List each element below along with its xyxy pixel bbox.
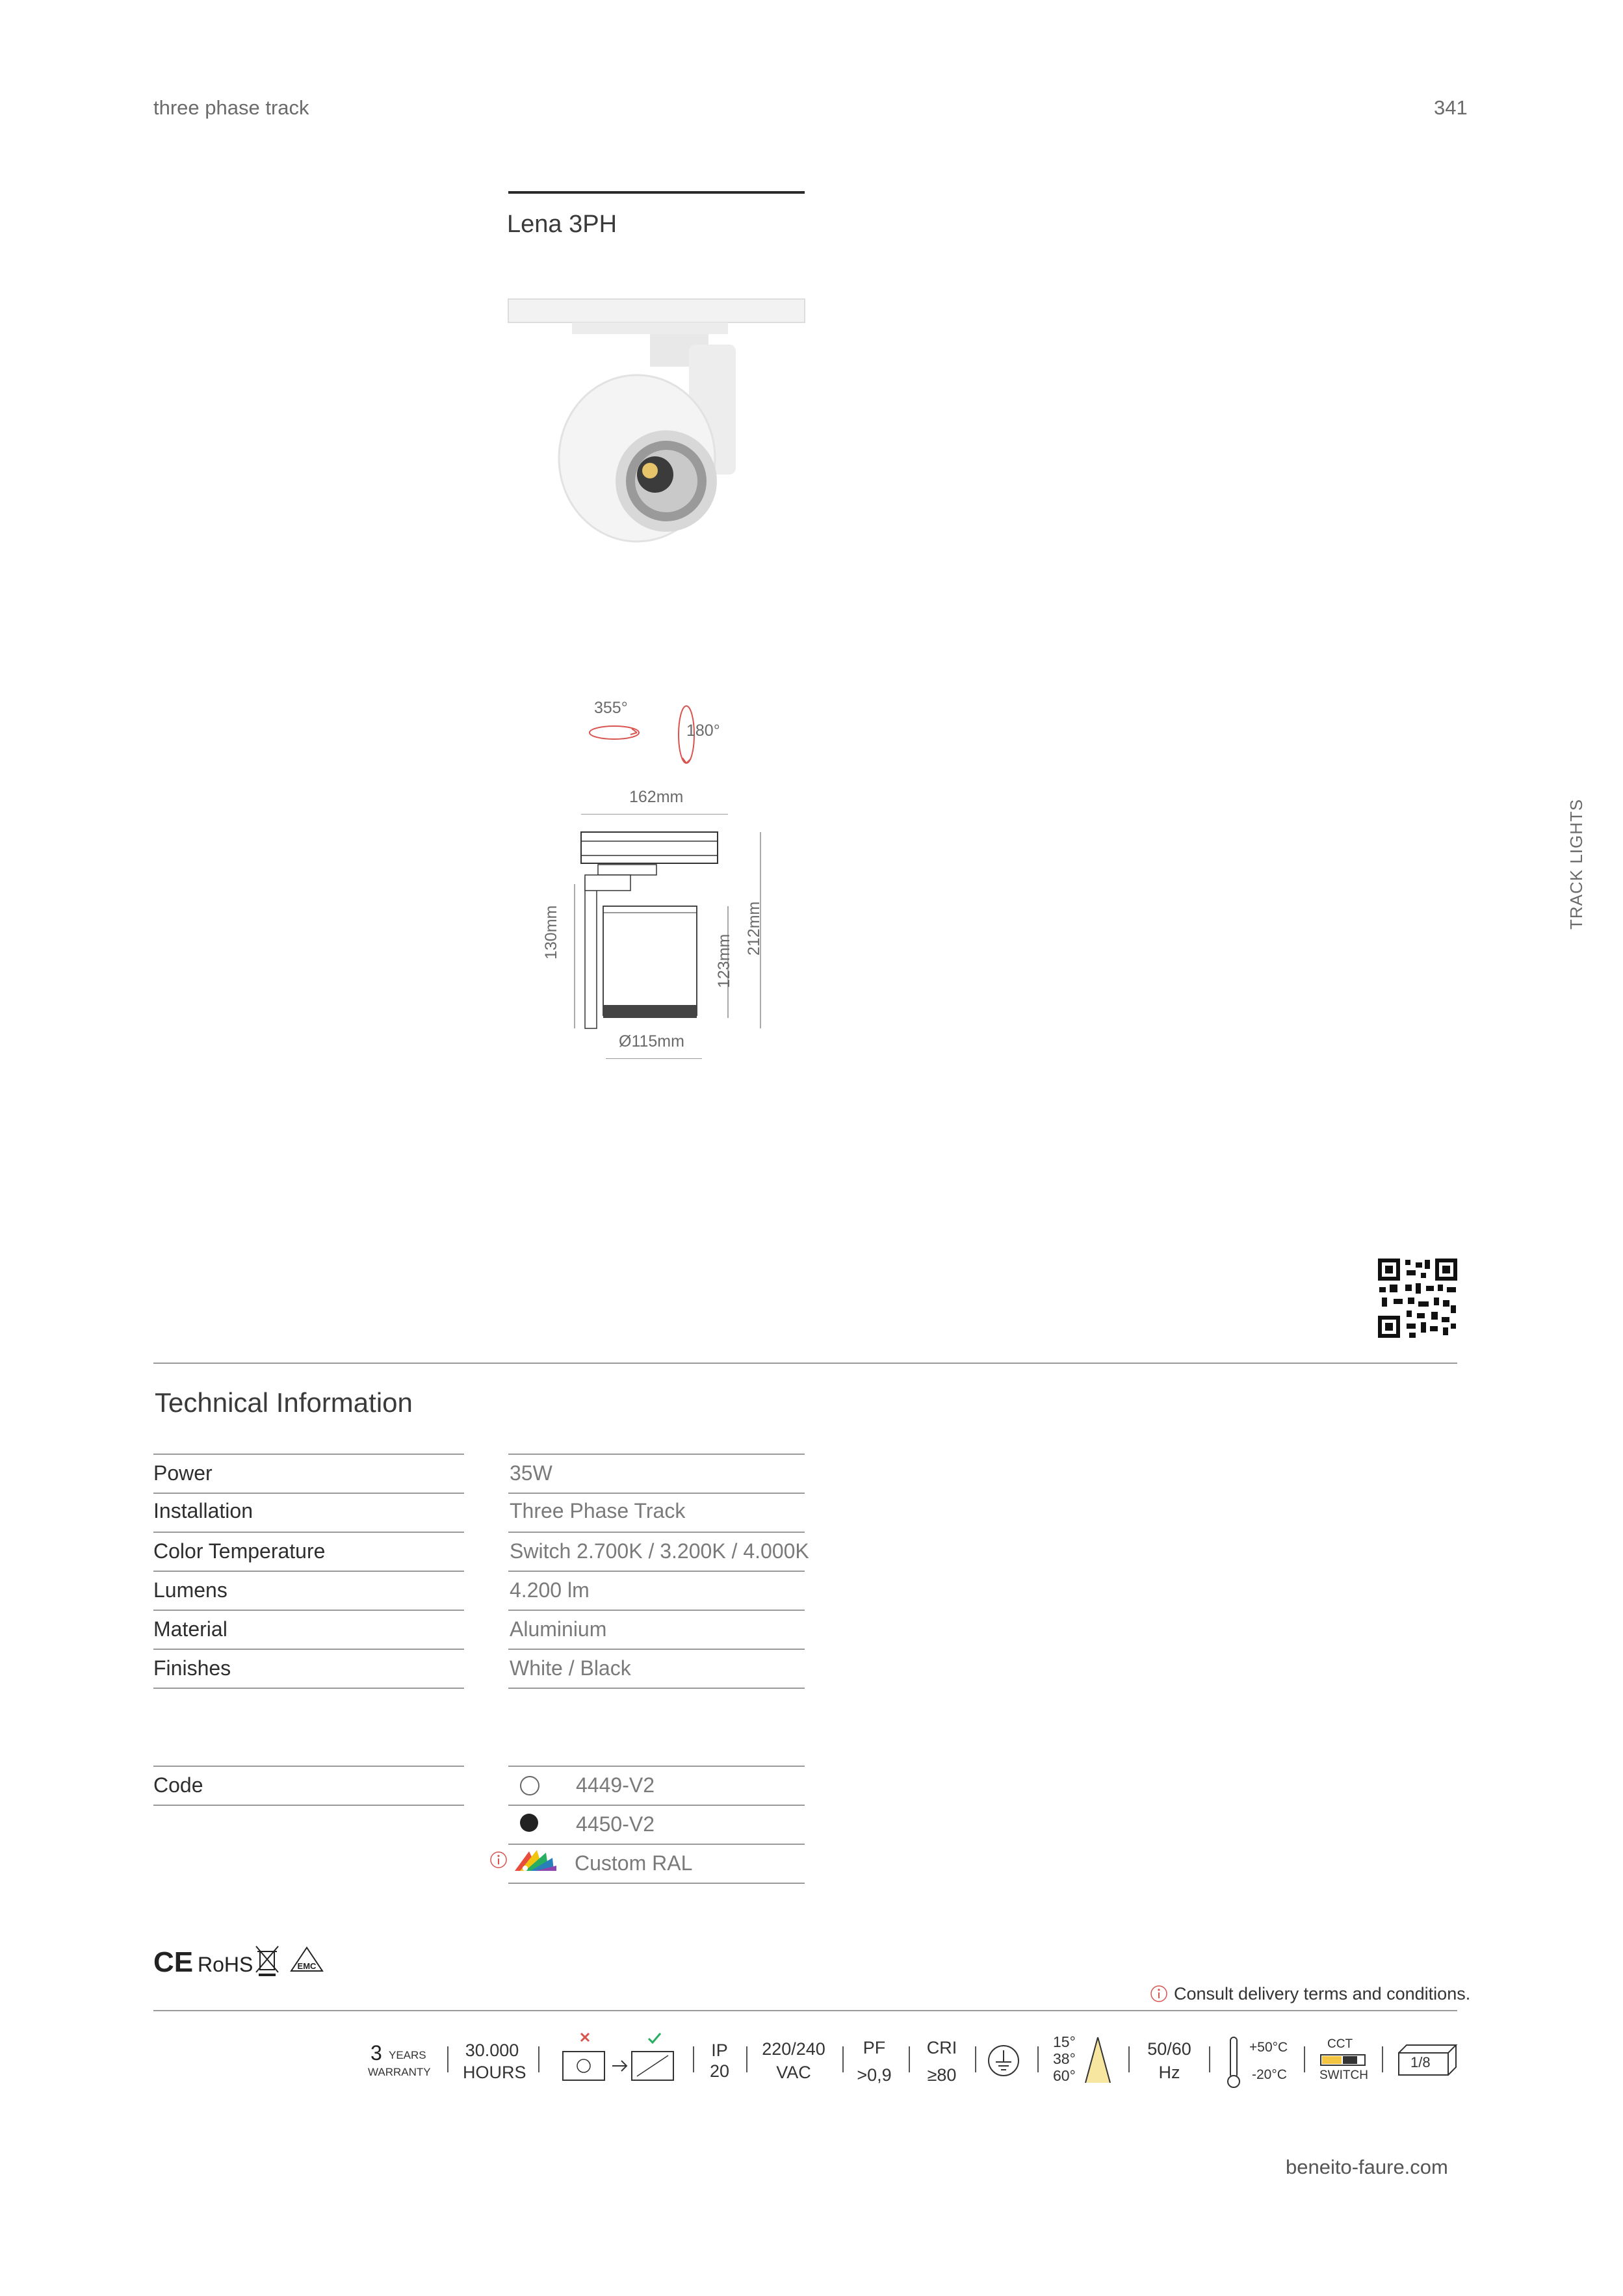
product-image	[507, 286, 806, 559]
ip-value: 20	[709, 2061, 730, 2081]
dim-width: 162mm	[629, 788, 684, 806]
svg-text:EMC: EMC	[297, 1961, 317, 1971]
info-icon[interactable]	[489, 1850, 508, 1870]
beam-angle-icon	[1082, 2035, 1114, 2087]
tech-label-color-temperature: Color Temperature	[153, 1539, 326, 1563]
cct-label-bottom: SWITCH	[1319, 2068, 1368, 2082]
code-black: 4450-V2	[576, 1812, 655, 1836]
page-number: 341	[1434, 96, 1468, 119]
voltage-number: 220/240	[762, 2039, 825, 2059]
emc-icon	[289, 1945, 325, 1975]
hours-number: 30.000	[465, 2041, 519, 2060]
thermometer-icon	[1226, 2035, 1241, 2091]
earth-ground-icon	[987, 2044, 1020, 2078]
dim-diameter: Ø115mm	[619, 1032, 684, 1050]
dim-height-body: 130mm	[542, 905, 560, 959]
tech-label-power: Power	[153, 1461, 213, 1485]
white-finish-swatch[interactable]	[520, 1776, 539, 1795]
rotation-horizontal-icon	[585, 722, 643, 744]
pf-label: PF	[863, 2038, 886, 2057]
frequency-number: 50/60	[1147, 2039, 1191, 2059]
tech-label-material: Material	[153, 1617, 227, 1641]
beam-angle-15: 15°	[1053, 2033, 1076, 2050]
rohs-mark: RoHS	[198, 1953, 253, 1976]
consult-info-icon[interactable]	[1149, 1984, 1169, 2003]
tech-label-finishes: Finishes	[153, 1656, 231, 1680]
qr-code[interactable]	[1378, 1259, 1457, 1338]
tech-value-installation: Three Phase Track	[510, 1499, 686, 1522]
frequency-unit: Hz	[1158, 2063, 1180, 2082]
tech-value-power: 35W	[510, 1461, 552, 1485]
side-tab-label: TRACK LIGHTS	[1566, 798, 1586, 930]
cri-label: CRI	[926, 2038, 957, 2057]
cct-switch-icon	[1319, 2053, 1366, 2067]
code-white: 4449-V2	[576, 1773, 655, 1797]
temp-max: +50°C	[1249, 2040, 1288, 2055]
ip-label: IP	[711, 2041, 728, 2060]
code-custom-ral: Custom RAL	[575, 1851, 693, 1875]
rotation-vertical-label: 180°	[686, 722, 720, 740]
dim-height-total: 212mm	[745, 901, 763, 956]
code-label: Code	[153, 1773, 203, 1797]
package-quantity: 1/8	[1410, 2054, 1431, 2070]
tech-label-lumens: Lumens	[153, 1578, 227, 1602]
tech-label-installation: Installation	[153, 1499, 253, 1522]
tech-title: Technical Information	[155, 1387, 413, 1418]
warranty-label: WARRANTY	[368, 2066, 431, 2078]
tech-divider	[153, 1363, 1457, 1364]
black-finish-swatch[interactable]	[520, 1814, 538, 1832]
beam-angle-38: 38°	[1053, 2050, 1076, 2067]
ral-color-fan-icon[interactable]	[510, 1847, 559, 1873]
dim-height-head: 123mm	[715, 933, 733, 988]
title-rule	[508, 191, 805, 194]
ce-mark: CE	[153, 1946, 194, 1978]
warranty-number: 3	[370, 2041, 382, 2065]
consult-note: Consult delivery terms and conditions.	[1174, 1984, 1471, 2003]
voltage-unit: VAC	[776, 2063, 811, 2082]
warranty-years: YEARS	[389, 2049, 426, 2061]
tech-value-finishes: White / Black	[510, 1656, 631, 1680]
rotation-horizontal-label: 355°	[594, 699, 628, 717]
section-name: three phase track	[153, 96, 309, 119]
features-divider	[153, 2010, 1457, 2011]
cct-label-top: CCT	[1327, 2037, 1353, 2051]
tech-value-material: Aluminium	[510, 1617, 607, 1641]
dimension-drawing	[559, 826, 767, 1047]
hours-label: HOURS	[463, 2063, 526, 2082]
pf-value: >0,9	[857, 2065, 892, 2085]
beam-angle-60: 60°	[1053, 2067, 1076, 2084]
website-link[interactable]: beneito-faure.com	[1286, 2156, 1448, 2178]
cri-value: ≥80	[927, 2065, 957, 2085]
replaceable-light-source-icon	[559, 2029, 676, 2088]
tech-value-color-temperature: Switch 2.700K / 3.200K / 4.000K	[510, 1539, 809, 1563]
tech-value-lumens: 4.200 lm	[510, 1578, 590, 1602]
weee-bin-icon	[253, 1944, 281, 1976]
temp-min: -20°C	[1252, 2067, 1287, 2082]
product-name: Lena 3PH	[507, 211, 617, 238]
